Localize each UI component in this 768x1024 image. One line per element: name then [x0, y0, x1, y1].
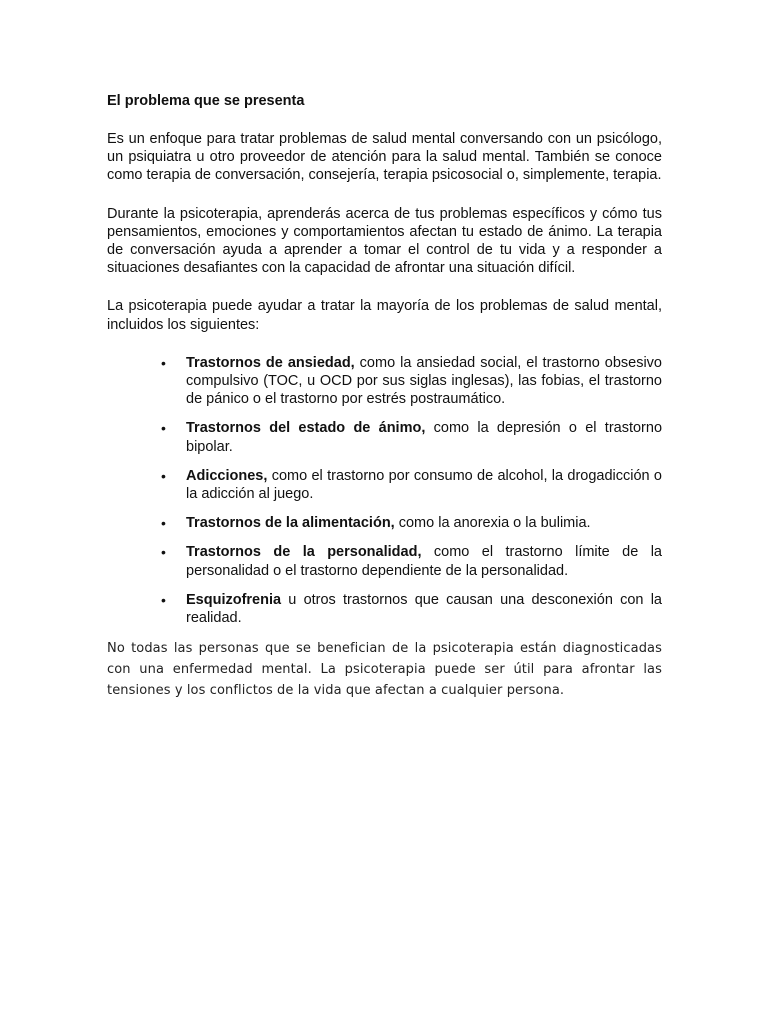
list-item — [161, 514, 662, 532]
paragraph-definition: Es un enfoque para tratar problemas de salud mental conversando con un psicólogo, un psiquiatra u otro proveedor de atención para la salud mental. También se conoce como terapia de conversación, consejería, terapia psicosocial o, simplemente, terapia. — [107, 131, 662, 184]
list-item — [161, 467, 662, 503]
list-item-term: Adicciones, — [186, 467, 268, 484]
paragraph-process: Durante la psicoterapia, aprenderás acerca de tus problemas específicos y cómo tus pensamientos, emociones y comportamientos afectan tu estado de ánimo. La terapia de conversación ayuda a aprender a tomar el control de tu vida y a responder a situaciones desafiantes con la capacidad de afrontar una situación difícil. — [107, 205, 662, 277]
list-item — [161, 591, 662, 627]
list-item-text: como la depresión o el trastorno bipolar. — [186, 420, 663, 455]
list-item-term: Trastornos de ansiedad, — [186, 354, 355, 371]
conditions-list — [161, 354, 662, 627]
bullet-icon: • — [161, 467, 166, 484]
bullet-icon: • — [161, 354, 166, 371]
list-item — [161, 354, 662, 409]
list-item-text: u otros trastornos que causan una desconexión con la realidad. — [186, 591, 662, 627]
list-item-text: como el trastorno límite de la personalidad o el trastorno dependiente de la personalidad. — [186, 544, 662, 579]
list-item-term: Trastornos de la personalidad, — [186, 544, 422, 561]
section-heading: El problema que se presenta — [107, 93, 305, 109]
list-item — [161, 419, 662, 455]
list-item-term: Esquizofrenia — [186, 591, 282, 608]
list-item-text: como la anorexia o la bulimia. — [394, 515, 591, 532]
list-item-term: Trastornos de la alimentación, — [186, 515, 395, 532]
bullet-icon: • — [161, 420, 166, 437]
bullet-icon: • — [161, 591, 166, 608]
list-item-term: Trastornos del estado de ánimo, — [186, 420, 426, 437]
list-item-text: como el trastorno por consumo de alcohol, la drogadicción o la adicción al juego. — [186, 467, 662, 503]
list-item-text: como la ansiedad social, el trastorno obsesivo compulsivo (TOC, u OCD por sus siglas inglesas), las fobias, el trastorno de pánico o el trastorno por estrés postraumático. — [186, 354, 662, 408]
closing-paragraph: No todas las personas que se benefician de la psicoterapia están diagnosticadas con una enfermedad mental. La psicoterapia puede ser útil para afrontar las tensiones y los conflictos de la vida que afectan a cualquier persona. — [107, 641, 662, 699]
list-item — [161, 543, 662, 579]
document-body — [107, 92, 662, 714]
bullet-icon: • — [161, 515, 166, 532]
paragraph-list-intro: La psicoterapia puede ayudar a tratar la mayoría de los problemas de salud mental, incluidos los siguientes: — [107, 298, 662, 333]
bullet-icon: • — [161, 544, 166, 561]
